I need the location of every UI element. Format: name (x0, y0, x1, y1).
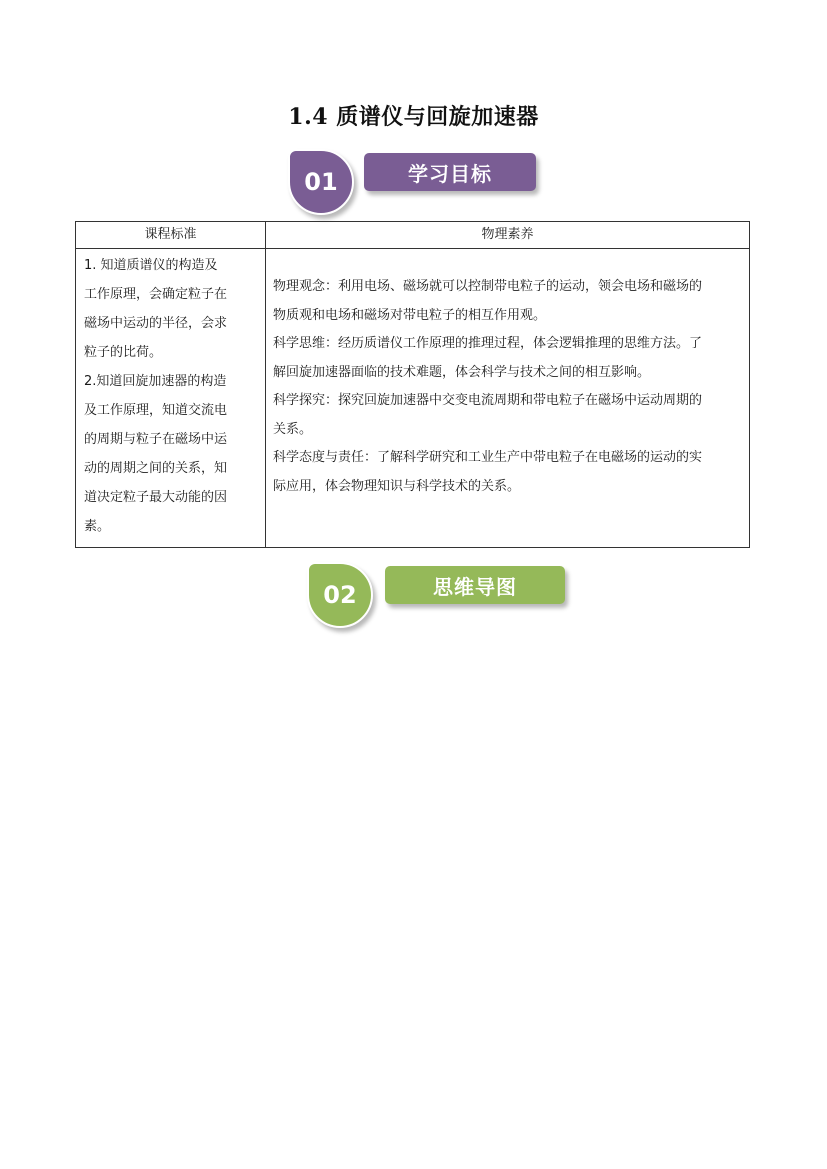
literacy-line: 科学思维：经历质谱仪工作原理的推理过程，体会逻辑推理的思维方法。了 (273, 336, 703, 351)
curriculum-line: 道决定粒子最大动能的因 (84, 490, 228, 505)
table-header-row (76, 222, 750, 249)
curriculum-standard-cell (76, 249, 266, 548)
literacy-line: 解回旋加速器面临的技术难题，体会科学与技术之间的相互影响。 (273, 364, 651, 380)
literacy-line: 际应用，体会物理知识与科学技术的关系。 (273, 478, 521, 494)
curriculum-line: 素。 (84, 519, 111, 534)
curriculum-line: 的周期与粒子在磁场中运 (84, 432, 228, 447)
goals-table (75, 221, 750, 548)
curriculum-line: 及工作原理，知道交流电 (84, 403, 228, 418)
header-curriculum-standard: 课程标准 (76, 222, 266, 249)
page-title: 1.4 质谱仪与回旋加速器 (288, 104, 539, 130)
section-number-badge: 02 (307, 562, 373, 628)
literacy-line: 物质观和电场和磁场对带电粒子的相互作用观。 (273, 307, 547, 323)
curriculum-line: 2.知道回旋加速器的构造 (84, 374, 227, 389)
literacy-line: 科学探究：探究回旋加速器中交变电流周期和带电粒子在磁场中运动周期的 (273, 393, 703, 408)
section-heading: 学习目标 (364, 153, 536, 191)
literacy-line: 科学态度与责任：了解科学研究和工业生产中带电粒子在电磁场的运动的实 (273, 450, 703, 465)
curriculum-line: 粒子的比荷。 (84, 345, 163, 360)
section-badge-learning-goals (288, 149, 540, 209)
curriculum-line: 1. 知道质谱仪的构造及 (84, 258, 218, 273)
curriculum-line: 工作原理，会确定粒子在 (84, 287, 228, 302)
table-row (76, 249, 750, 548)
literacy-line: 关系。 (273, 421, 313, 437)
curriculum-line: 动的周期之间的关系，知 (84, 461, 228, 476)
header-physics-literacy: 物理素养 (266, 222, 750, 249)
section-number-badge: 01 (288, 149, 354, 215)
curriculum-line: 磁场中运动的半径，会求 (84, 316, 228, 331)
physics-literacy-cell (266, 249, 750, 548)
section-heading: 思维导图 (385, 566, 565, 604)
section-badge-mind-map (307, 562, 569, 622)
literacy-line: 物理观念：利用电场、磁场就可以控制带电粒子的运动，领会电场和磁场的 (273, 279, 703, 294)
